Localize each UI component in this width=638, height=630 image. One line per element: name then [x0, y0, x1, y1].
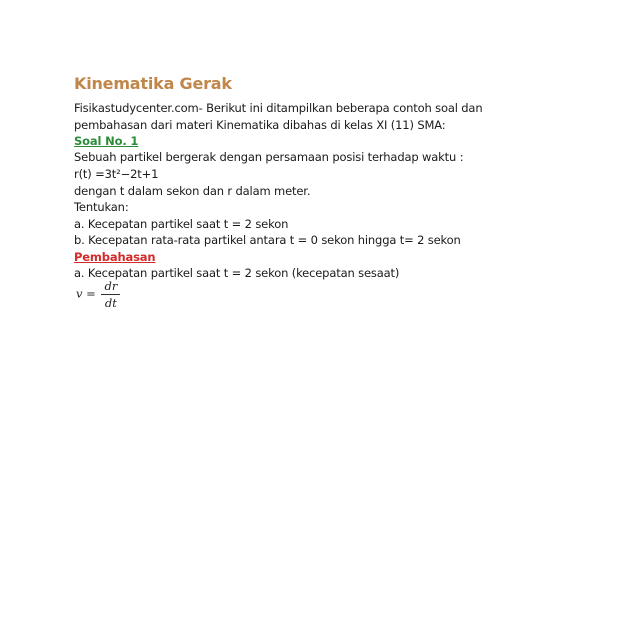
- soal-1-units: dengan t dalam sekon dan r dalam meter.: [74, 184, 311, 198]
- pembahasan-part-a: a. Kecepatan partikel saat t = 2 sekon (kecepatan sesaat): [74, 266, 400, 280]
- pembahasan-link[interactable]: Pembahasan: [74, 250, 156, 264]
- soal-1-part-a: a. Kecepatan partikel saat t = 2 sekon: [74, 217, 289, 231]
- soal-1-tentukan: Tentukan:: [74, 200, 129, 214]
- soal-1-equation: r(t) =3t²−2t+1: [74, 167, 159, 181]
- soal-1-line: Sebuah partikel bergerak dengan persamaan posisi terhadap waktu :: [74, 150, 464, 164]
- frac-dr: dr: [101, 279, 120, 295]
- page-title: Kinematika Gerak: [74, 74, 232, 93]
- intro-line-2: pembahasan dari materi Kinematika dibahas di kelas XI (11) SMA:: [74, 118, 446, 132]
- velocity-derivative-formula: [76, 279, 122, 310]
- soal-1-link[interactable]: Soal No. 1: [74, 134, 139, 148]
- soal-1-part-b: b. Kecepatan rata-rata partikel antara t = 0 sekon hingga t= 2 sekon: [74, 233, 461, 247]
- v-equals: v =: [76, 286, 96, 301]
- frac-dt: dt: [104, 296, 117, 310]
- intro-line-1: Fisikastudycenter.com- Berikut ini ditampilkan beberapa contoh soal dan: [74, 101, 483, 115]
